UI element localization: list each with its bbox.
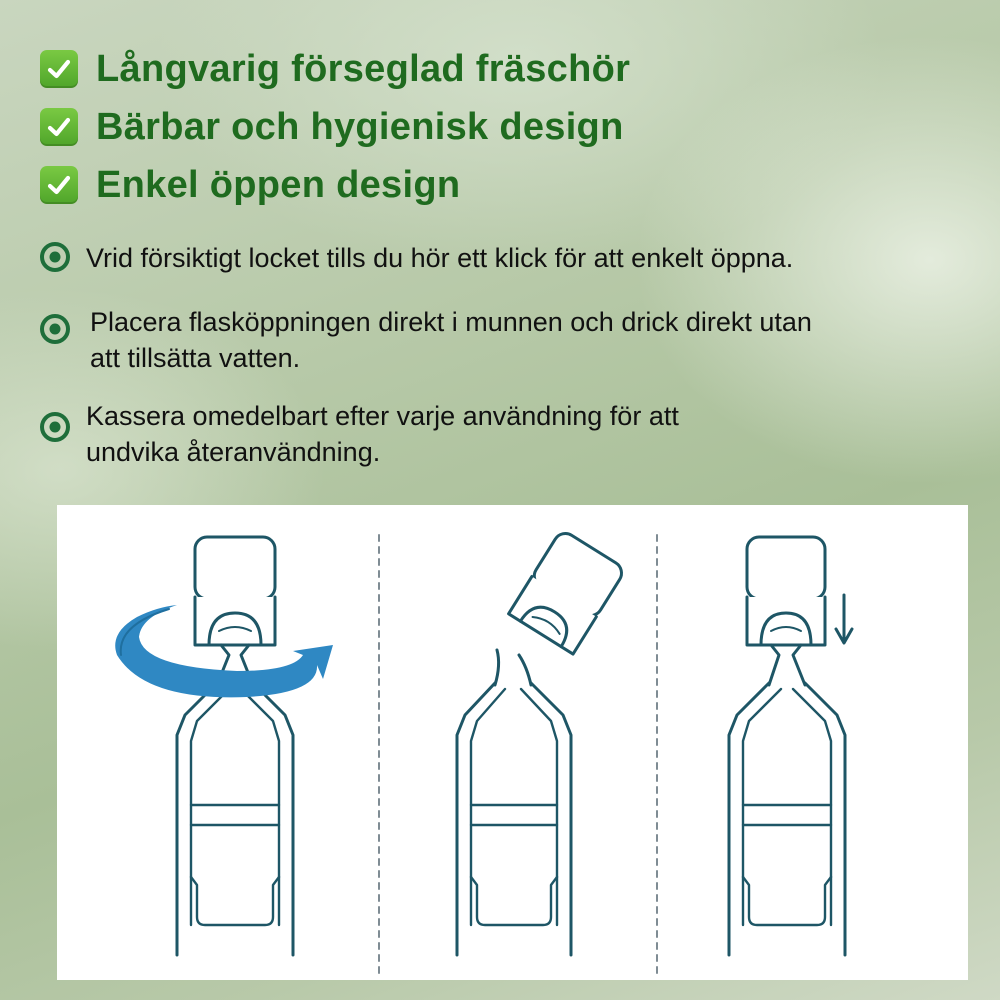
check-mark-icon — [40, 166, 78, 204]
arrow-down-icon — [836, 595, 852, 643]
target-bullet-icon — [38, 312, 72, 346]
feature-item — [40, 40, 630, 98]
feature-item — [40, 156, 630, 214]
bottle-open-step-illustration — [457, 529, 626, 955]
feature-list — [40, 40, 630, 214]
feature-label: Enkel öppen design — [96, 163, 461, 206]
usage-illustration — [57, 505, 968, 980]
instruction-line: Placera flasköppningen direkt i munnen och drick direkt utan — [90, 307, 812, 337]
bottle-twist-step-illustration — [177, 537, 293, 955]
instruction-item — [38, 240, 793, 276]
instruction-item — [38, 398, 679, 470]
instruction-item — [38, 304, 812, 376]
bottle-press-step-illustration — [729, 537, 845, 955]
feature-label: Bärbar och hygienisk design — [96, 105, 624, 148]
instruction-text — [86, 240, 793, 276]
usage-illustration-panel — [57, 505, 968, 980]
instruction-line: att tillsätta vatten. — [90, 343, 301, 373]
feature-item — [40, 98, 630, 156]
instruction-text — [86, 398, 679, 470]
target-bullet-icon — [38, 410, 72, 444]
instruction-line: undvika återanvändning. — [86, 437, 381, 467]
target-bullet-icon — [38, 240, 72, 274]
instruction-line: Vrid försiktigt locket tills du hör ett klick för att enkelt öppna. — [86, 243, 794, 273]
check-mark-icon — [40, 108, 78, 146]
instruction-line: Kassera omedelbart efter varje användning för att — [86, 401, 679, 431]
check-mark-icon — [40, 50, 78, 88]
instruction-text — [86, 304, 812, 376]
feature-label: Långvarig förseglad fräschör — [96, 47, 631, 90]
